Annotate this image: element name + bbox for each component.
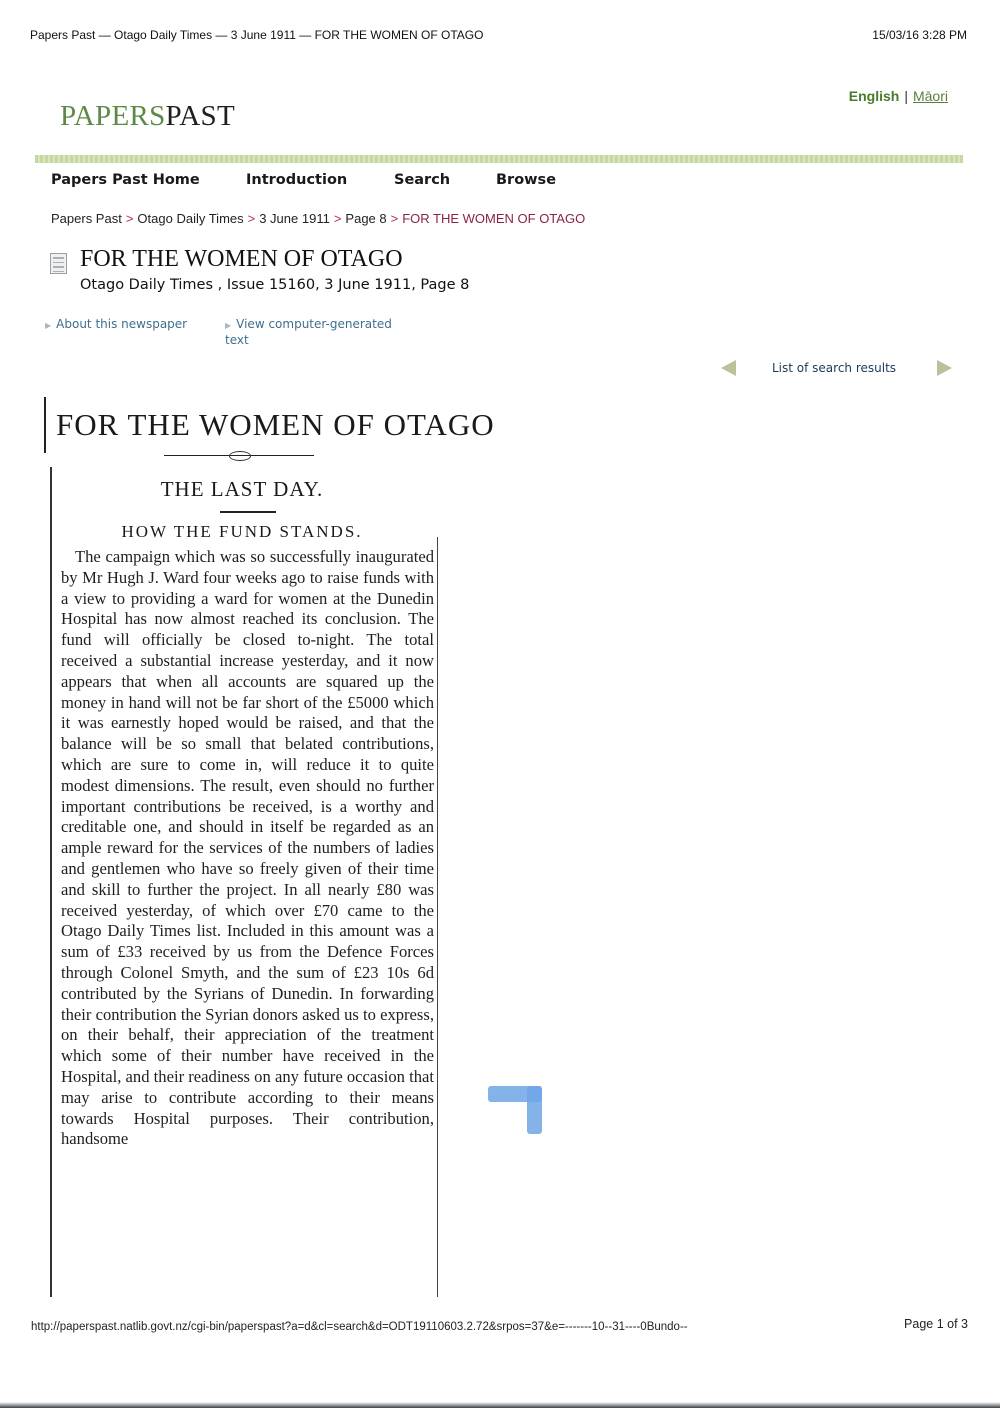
language-english[interactable]: English	[848, 88, 900, 104]
breadcrumb-separator: >	[247, 211, 256, 226]
clipping-rule	[50, 467, 52, 1297]
breadcrumb-separator: >	[390, 211, 399, 226]
clipping-body-text: The campaign which was so successfully inaugurated by Mr Hugh J. Ward four weeks ago to raise funds with a view to providing a ward for women at the Dunedin Hospital has now almost reached its conclusion. The fund will officially be closed to-night. The total received a substantial increase yesterday, and it now appears that when all accounts are squared up the money in hand will not be far short of the £5000 which it was earnestly hoped would be raised, and that the balance will be so small that belated contributions, which are sure to come in, will reduce it to quite modest dimensions. The result, even should no further important contributions be received, is a worthy and creditable one, and should in itself be regarded as an ample reward for the services of the numbers of ladies and gentlemen who have so freely given of their time and skill to further the project. In all nearly £80 was received yesterday, of which over £70 came to the Otago Daily Times list. Included in this amount was a sum of £33 received by us from the Defence Forces through Colonel Smyth, and the sum of £23 10s 6d contributed by the Syrians of Dunedin. In forwarding their contribution the Syrian donors asked us to express, on their behalf, their appreciation of the treatment which some of their number have received in the Hospital, and their readiness on any future occasion that may arise to contribute according to their means towards Hospital purposes. Their contribution, handsome	[61, 547, 434, 1149]
header-divider-bar	[35, 155, 963, 163]
document-icon	[50, 253, 67, 274]
arrow-right-icon[interactable]	[937, 360, 952, 376]
view-text-label: View computer-generated text	[225, 317, 392, 347]
language-maori-link[interactable]: Māori	[912, 88, 948, 104]
clipping-ornament	[229, 451, 251, 461]
arrow-left-icon[interactable]	[721, 360, 736, 376]
clipping-rule	[44, 397, 46, 453]
breadcrumb-otago-daily-times[interactable]: Otago Daily Times	[137, 211, 244, 226]
about-newspaper-label: About this newspaper	[56, 317, 188, 331]
about-newspaper-link[interactable]	[45, 317, 187, 333]
triangle-bullet-icon: ▶	[225, 321, 232, 330]
scan-edge	[0, 1402, 1000, 1408]
search-results-link[interactable]: List of search results	[772, 361, 897, 375]
breadcrumb-page[interactable]: Page 8	[345, 211, 387, 226]
breadcrumb-date[interactable]: 3 June 1911	[259, 211, 330, 226]
language-switch	[849, 88, 948, 104]
breadcrumb-current: FOR THE WOMEN OF OTAGO	[402, 211, 586, 226]
print-timestamp: 15/03/16 3:28 PM	[872, 28, 967, 42]
breadcrumb	[51, 211, 585, 226]
highlighter-mark	[488, 1086, 542, 1134]
breadcrumb-separator: >	[333, 211, 342, 226]
clipping-subheading: THE LAST DAY.	[160, 477, 324, 501]
clipping-subheading-2: HOW THE FUND STANDS.	[121, 522, 363, 541]
clipping-divider	[220, 511, 276, 513]
nav-introduction[interactable]: Introduction	[246, 172, 348, 188]
article-title: FOR THE WOMEN OF OTAGO	[80, 246, 403, 272]
triangle-bullet-icon: ▶	[45, 321, 52, 330]
clipping-headline: FOR THE WOMEN OF OTAGO	[56, 407, 495, 442]
print-header	[30, 28, 970, 42]
nav-papers-past-home[interactable]: Papers Past Home	[51, 172, 200, 188]
print-footer-url: http://paperspast.natlib.govt.nz/cgi-bin/paperspast?a=d&cl=search&d=ODT19110603.2.72&srpos=37&e=-------10--31----0Bundo--	[31, 1321, 688, 1333]
newspaper-clipping	[44, 397, 495, 1297]
nav-browse[interactable]: Browse	[496, 172, 557, 188]
article-subtitle: Otago Daily Times , Issue 15160, 3 June 1911, Page 8	[80, 277, 470, 293]
print-page-title: Papers Past — Otago Daily Times — 3 June 1911 — FOR THE WOMEN OF OTAGO	[30, 28, 484, 42]
highlighter-stroke	[527, 1086, 542, 1134]
breadcrumb-separator: >	[125, 211, 134, 226]
logo-part-past: PAST	[165, 100, 235, 132]
view-text-link[interactable]	[225, 317, 415, 348]
print-footer-page: Page 1 of 3	[904, 1317, 968, 1331]
nav-search[interactable]: Search	[394, 172, 451, 188]
logo-part-papers: PAPERS	[60, 100, 166, 132]
breadcrumb-papers-past[interactable]: Papers Past	[51, 211, 122, 226]
language-separator: |	[904, 88, 908, 104]
clipping-rule	[437, 537, 439, 1297]
site-logo[interactable]	[60, 100, 235, 133]
